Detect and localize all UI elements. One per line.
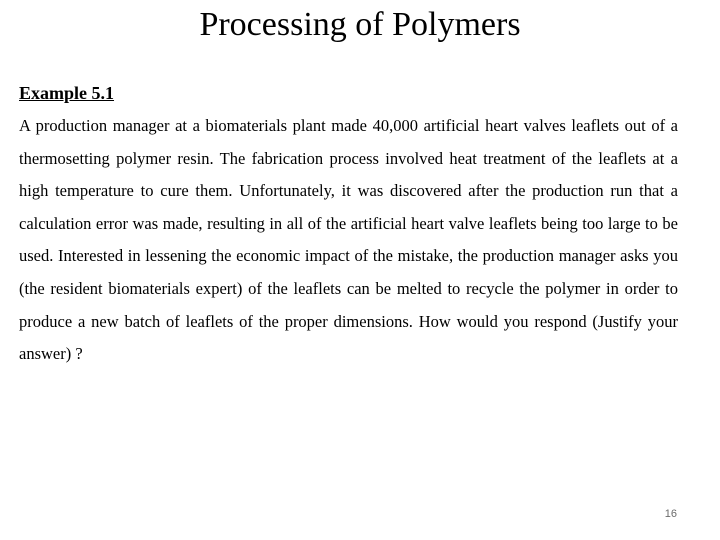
problem-statement: A production manager at a biomaterials plant made 40,000 artificial heart valves leaflets out of a thermosetting polymer resin. The fabrication process involved heat treatment of the leaflets at a high temperature to cure them. Unfortunately, it was discovered after the production run that a calculation error was made, resulting in all of the artificial heart valve leaflets being too large to be used. Interested in lessening the economic impact of the mistake, the production manager asks you (the resident biomaterials expert) of the leaflets can be melted to recycle the polymer in order to produce a new batch of leaflets of the proper dimensions. How would you respond (Justify your answer) ? <box>19 116 678 364</box>
slide-title: Processing of Polymers <box>199 6 521 43</box>
example-heading: Example 5.1 <box>19 83 115 103</box>
page-number: 16 <box>664 508 677 520</box>
